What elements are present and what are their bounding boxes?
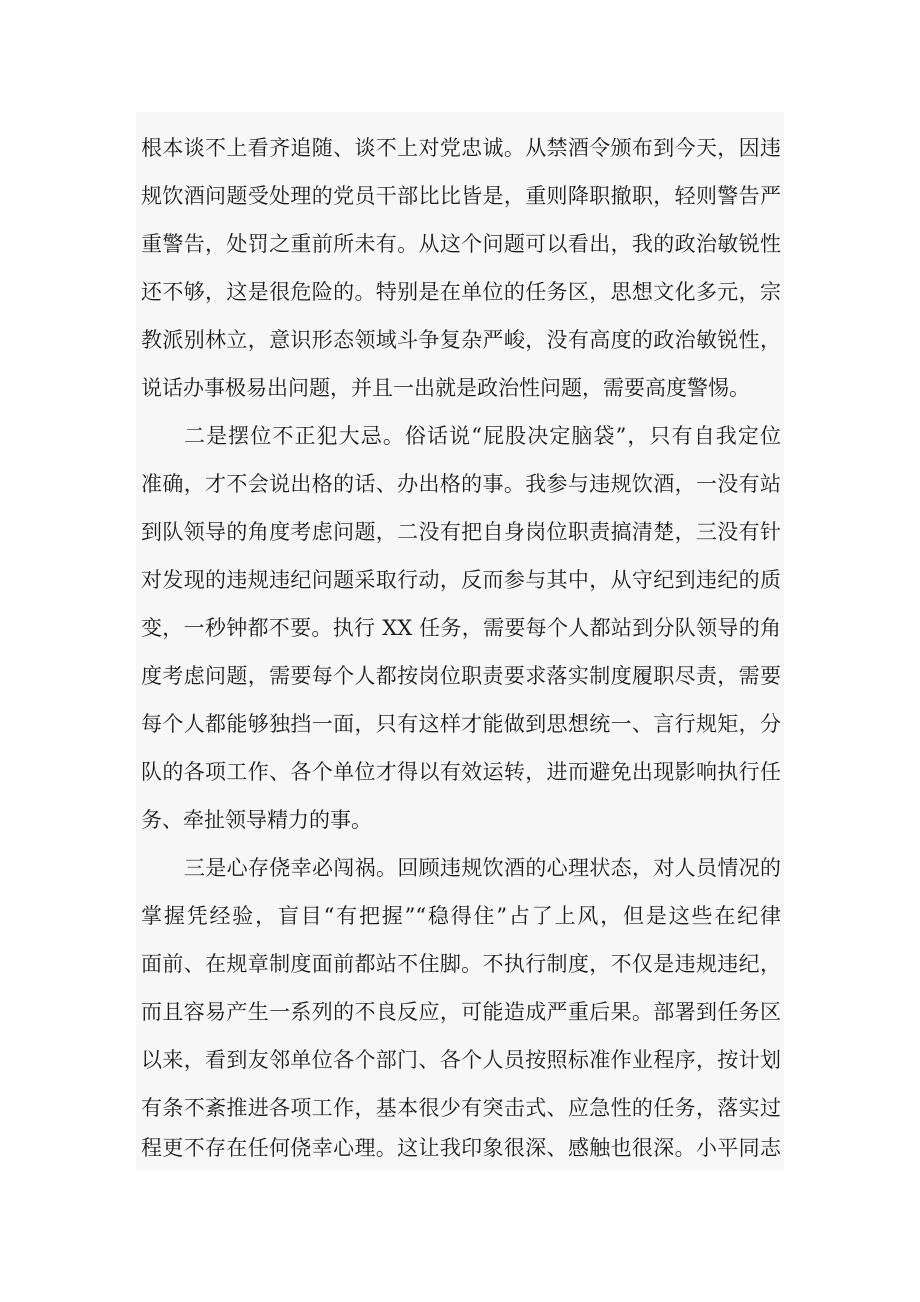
text-line: 以来，看到友邻单位各个部门、各个人员按照标准作业程序，按计划 [141, 1048, 781, 1072]
text-line: 队的各项工作、各个单位才得以有效运转，进而避免出现影响执行任 [141, 760, 781, 784]
text-line: 程更不存在任何侥幸心理。这让我印象很深、感触也很深。小平同志 [141, 1136, 781, 1160]
text-line: 还不够，这是很危险的。特别是在单位的任务区，思想文化多元，宗 [141, 280, 781, 304]
text-line: 务、牵扯领导精力的事。 [141, 808, 372, 832]
text-line: 度考虑问题，需要每个人都按岗位职责要求落实制度履职尽责，需要 [141, 664, 781, 688]
paragraph-heading-line: 三是心存侥幸必闯祸。回顾违规饮酒的心理状态，对人员情况的 [184, 856, 781, 880]
text-line: 面前、在规章制度面前都站不住脚。不执行制度，不仅是违规违纪， [141, 952, 781, 976]
text-line: 重警告，处罚之重前所未有。从这个问题可以看出，我的政治敏锐性 [141, 232, 781, 256]
text-line: 而且容易产生一系列的不良反应，可能造成严重后果。部署到任务区 [141, 1000, 781, 1024]
text-line: 有条不紊推进各项工作，基本很少有突击式、应急性的任务，落实过 [141, 1096, 781, 1120]
text-line: 掌握凭经验，盲目“有把握”“稳得住”占了上风，但是这些在纪律 [141, 904, 781, 928]
text-line: 规饮酒问题受处理的党员干部比比皆是，重则降职撤职，轻则警告严 [141, 184, 781, 208]
text-line: 根本谈不上看齐追随、谈不上对党忠诚。从禁酒令颁布到今天，因违 [141, 136, 781, 160]
text-line: 变，一秒钟都不要。执行 XX 任务，需要每个人都站到分队领导的角 [141, 616, 781, 640]
text-line: 每个人都能够独挡一面，只有这样才能做到思想统一、言行规矩，分 [141, 712, 781, 736]
text-line: 到队领导的角度考虑问题，二没有把自身岗位职责搞清楚，三没有针 [141, 520, 781, 544]
paragraph-heading-line: 二是摆位不正犯大忌。俗话说“屁股决定脑袋”，只有自我定位 [184, 424, 781, 448]
text-line: 说话办事极易出问题，并且一出就是政治性问题，需要高度警惕。 [141, 376, 750, 400]
text-line: 教派别林立，意识形态领域斗争复杂严峻，没有高度的政治敏锐性， [141, 328, 781, 352]
text-line: 对发现的违规违纪问题采取行动，反而参与其中，从守纪到违纪的质 [141, 568, 781, 592]
document-body [136, 112, 784, 1170]
text-line: 准确，才不会说出格的话、办出格的事。我参与违规饮酒，一没有站 [141, 472, 781, 496]
